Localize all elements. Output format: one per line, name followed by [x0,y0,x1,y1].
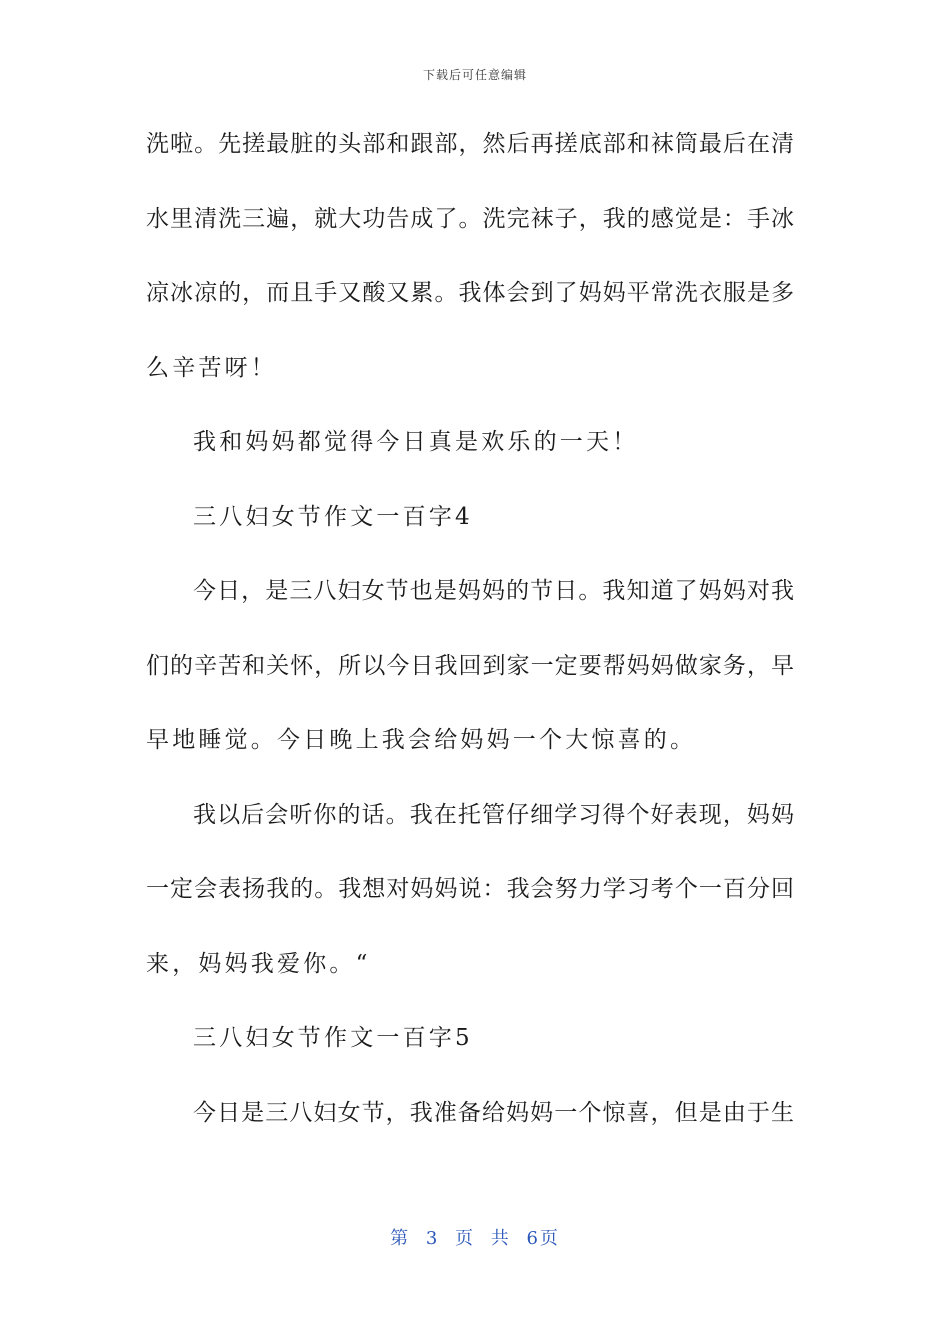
footer-page-word: 页 [455,1228,475,1249]
footer-total-prefix: 共 [490,1228,511,1249]
footer-current-page: 3 [425,1228,440,1249]
text-line: 水里清洗三遍，就大功告成了。洗完袜子，我的感觉是：手冰 [146,205,794,232]
text-line: 凉冰凉的，而且手又酸又累。我体会到了妈妈平常洗衣服是多 [146,280,794,306]
document-body [146,118,794,1161]
page-footer [0,1224,950,1250]
footer-total-pages: 6页 [526,1228,560,1249]
text-line: 一定会表扬我的。我想对妈妈说：我会努力学习考个一百分回 [146,876,794,902]
text-line: 我以后会听你的话。我在托管仔细学习得个好表现，妈妈 [193,801,794,828]
text-line: 们的辛苦和关怀，所以今日我回到家一定要帮妈妈做家务，早 [146,652,794,679]
header-note: 下载后可任意编辑 [422,68,527,82]
text-line: 早地睡觉。今日晚上我会给妈妈一个大惊喜的。 [146,727,697,753]
footer-prefix: 第 [390,1228,411,1249]
section-heading: 三八妇女节作文一百字4 [193,503,473,530]
text-line: 么辛苦呀！ [146,354,277,381]
text-line: 今日是三八妇女节，我准备给妈妈一个惊喜，但是由于生 [193,1099,794,1126]
section-heading: 三八妇女节作文一百字5 [193,1025,473,1051]
text-line: 洗啦。先搓最脏的头部和跟部，然后再搓底部和袜筒最后在清 [146,131,794,157]
text-line: 来，妈妈我爱你。“ [146,950,371,977]
text-line: 我和妈妈都觉得今日真是欢乐的一天！ [193,429,639,455]
text-line: 今日，是三八妇女节也是妈妈的节日。我知道了妈妈对我 [193,578,794,604]
